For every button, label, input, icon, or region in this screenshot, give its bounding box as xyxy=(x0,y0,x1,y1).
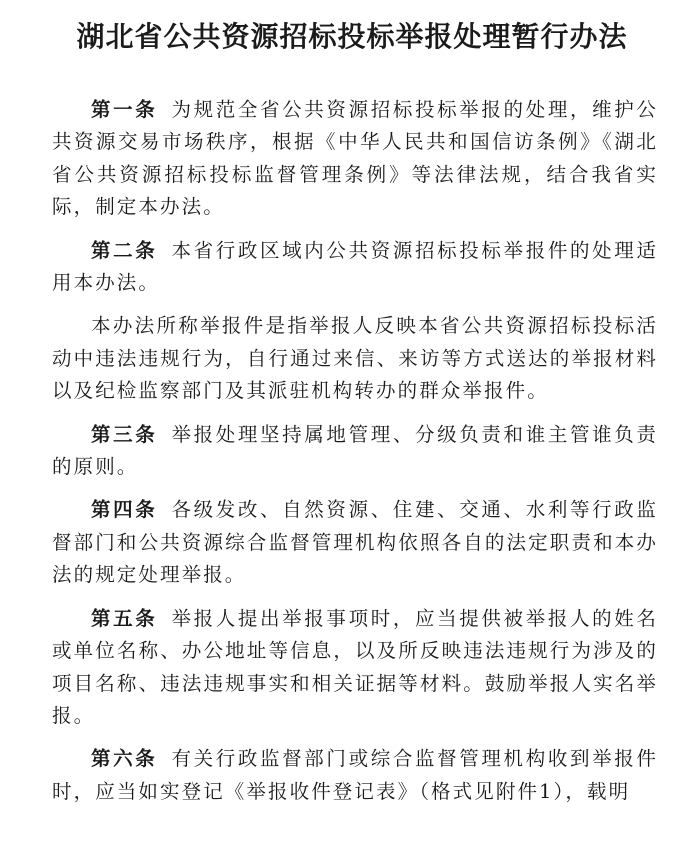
article-text: 为规范全省公共资源招标投标举报的处理，维护公共资源交易市场秩序，根据《中华人民共和国信访条例》《湖北省公共资源招标投标监督管理条例》等法律法规，结合我省实际，制定本办法。 xyxy=(52,98,658,219)
article-text: 本办法所称举报件是指举报人反映本省公共资源招标投标活动中违法违规行为，自行通过来信、来访等方式送达的举报材料以及纪检监察部门及其派驻机构转办的群众举报件。 xyxy=(52,314,658,403)
article-number: 第六条 xyxy=(91,747,158,771)
document-body xyxy=(52,94,658,808)
article-number: 第五条 xyxy=(91,606,158,630)
article-number: 第三条 xyxy=(91,422,158,446)
article-text: 有关行政监督部门或综合监督管理机构收到举报件时，应当如实登记《举报收件登记表》（格式见附件1），载明 xyxy=(52,747,658,803)
document-title: 湖北省公共资源招标投标举报处理暂行办法 xyxy=(76,20,628,53)
article-number: 第一条 xyxy=(91,98,158,121)
article-6 xyxy=(52,743,658,808)
article-number: 第二条 xyxy=(91,238,158,262)
article-text: 举报人提出举报事项时，应当提供被举报人的姓名或单位名称、办公地址等信息，以及所反映违法违规行为涉及的项目名称、违法违规事实和相关证据等材料。鼓励举报人实名举报。 xyxy=(52,606,658,727)
article-5 xyxy=(52,603,658,733)
article-text: 各级发改、自然资源、住建、交通、水利等行政监督部门和公共资源综合监督管理机构依照各自的法定职责和本办法的规定处理举报。 xyxy=(52,498,658,587)
article-text: 本省行政区域内公共资源招标投标举报件的处理适用本办法。 xyxy=(52,238,658,295)
article-number: 第四条 xyxy=(91,498,158,522)
article-text: 举报处理坚持属地管理、分级负责和谁主管谁负责的原则。 xyxy=(52,422,658,479)
article-1 xyxy=(52,94,658,224)
article-4 xyxy=(52,494,658,591)
article-3 xyxy=(52,419,658,484)
article-2-paragraph-2 xyxy=(52,310,658,407)
article-2 xyxy=(52,235,658,300)
